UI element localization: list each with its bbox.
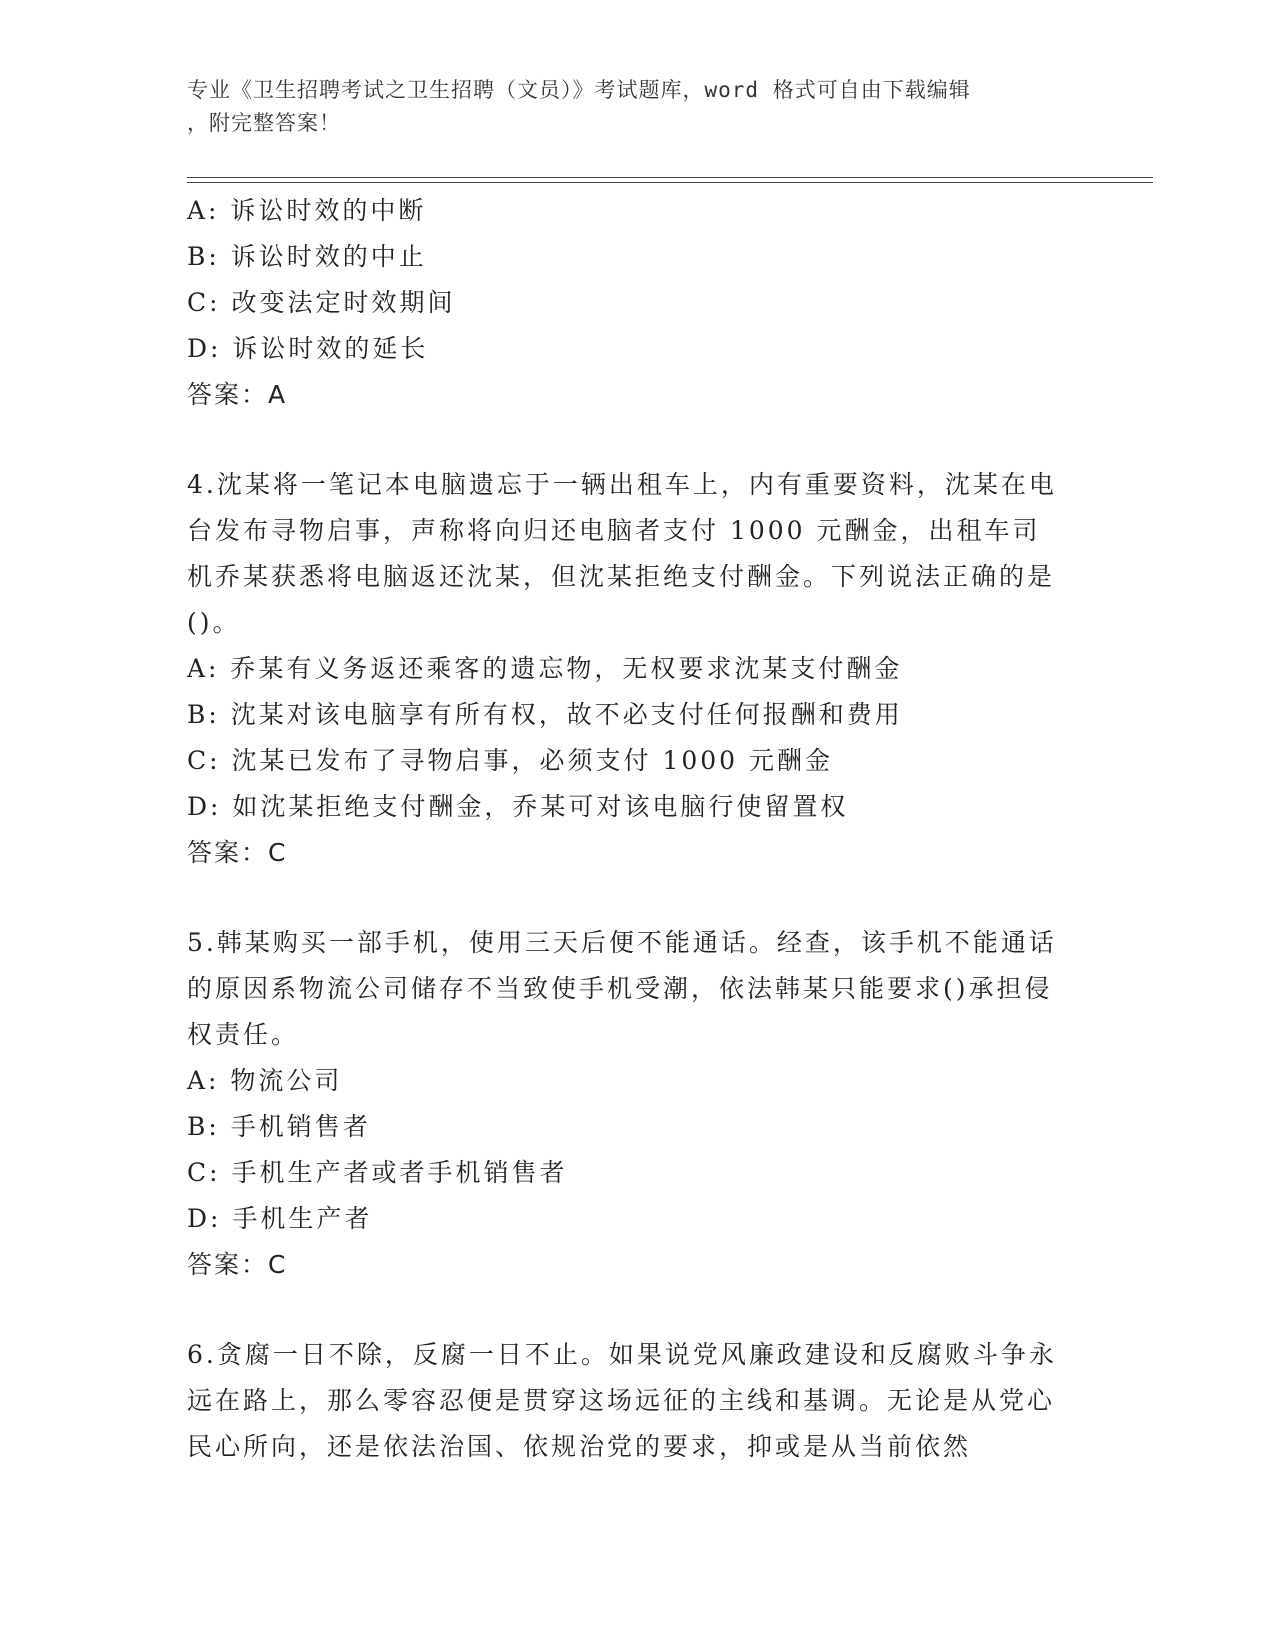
option-c: C: 改变法定时效期间: [187, 288, 456, 317]
question-3-options: [187, 188, 1087, 418]
question-4-text: 4.沈某将一笔记本电脑遗忘于一辆出租车上，内有重要资料，沈某在电台发布寻物启事，声称将向归还电脑者支付 1000 元酬金，出租车司机乔某获悉将电脑返还沈某，但沈某拒绝支付酬金。下列说法正确的是()。: [187, 470, 1057, 637]
document-header: [187, 74, 1067, 140]
option-c: C: 手机生产者或者手机销售者: [187, 1158, 568, 1187]
option-d: D: 手机生产者: [187, 1204, 373, 1233]
option-b: B: 沈某对该电脑享有所有权，故不必支付任何报酬和费用: [187, 700, 903, 729]
header-line-1: 专业《卫生招聘考试之卫生招聘（文员）》考试题库，word 格式可自由下载编辑: [187, 78, 971, 102]
question-6-text: 6.贪腐一日不除，反腐一日不止。如果说党风廉政建设和反腐败斗争永远在路上，那么零容忍便是贯穿这场远征的主线和基调。无论是从党心民心所向，还是依法治国、依规治党的要求，抑或是从当前依然: [187, 1340, 1057, 1461]
option-a: A: 物流公司: [187, 1066, 343, 1095]
option-a: A: 诉讼时效的中断: [187, 196, 427, 225]
option-b: B: 手机销售者: [187, 1112, 371, 1141]
option-c: C: 沈某已发布了寻物启事，必须支付 1000 元酬金: [187, 746, 834, 775]
answer: 答案：C: [187, 838, 288, 867]
answer: 答案：A: [187, 380, 288, 409]
option-d: D: 诉讼时效的延长: [187, 334, 429, 363]
header-divider-top: [187, 177, 1153, 178]
question-4-options: [187, 646, 1087, 876]
option-d: D: 如沈某拒绝支付酬金，乔某可对该电脑行使留置权: [187, 792, 849, 821]
question-5-options: [187, 1058, 1087, 1288]
answer: 答案：C: [187, 1250, 288, 1279]
question-5-text: 5.韩某购买一部手机，使用三天后便不能通话。经查，该手机不能通话的原因系物流公司储存不当致使手机受潮，依法韩某只能要求()承担侵权责任。: [187, 928, 1057, 1049]
option-a: A: 乔某有义务返还乘客的遗忘物，无权要求沈某支付酬金: [187, 654, 903, 683]
header-line-2: ，附完整答案！: [187, 111, 341, 135]
header-divider-bottom: [187, 182, 1153, 183]
document-body: [187, 188, 1087, 1470]
option-b: B: 诉讼时效的中止: [187, 242, 427, 271]
